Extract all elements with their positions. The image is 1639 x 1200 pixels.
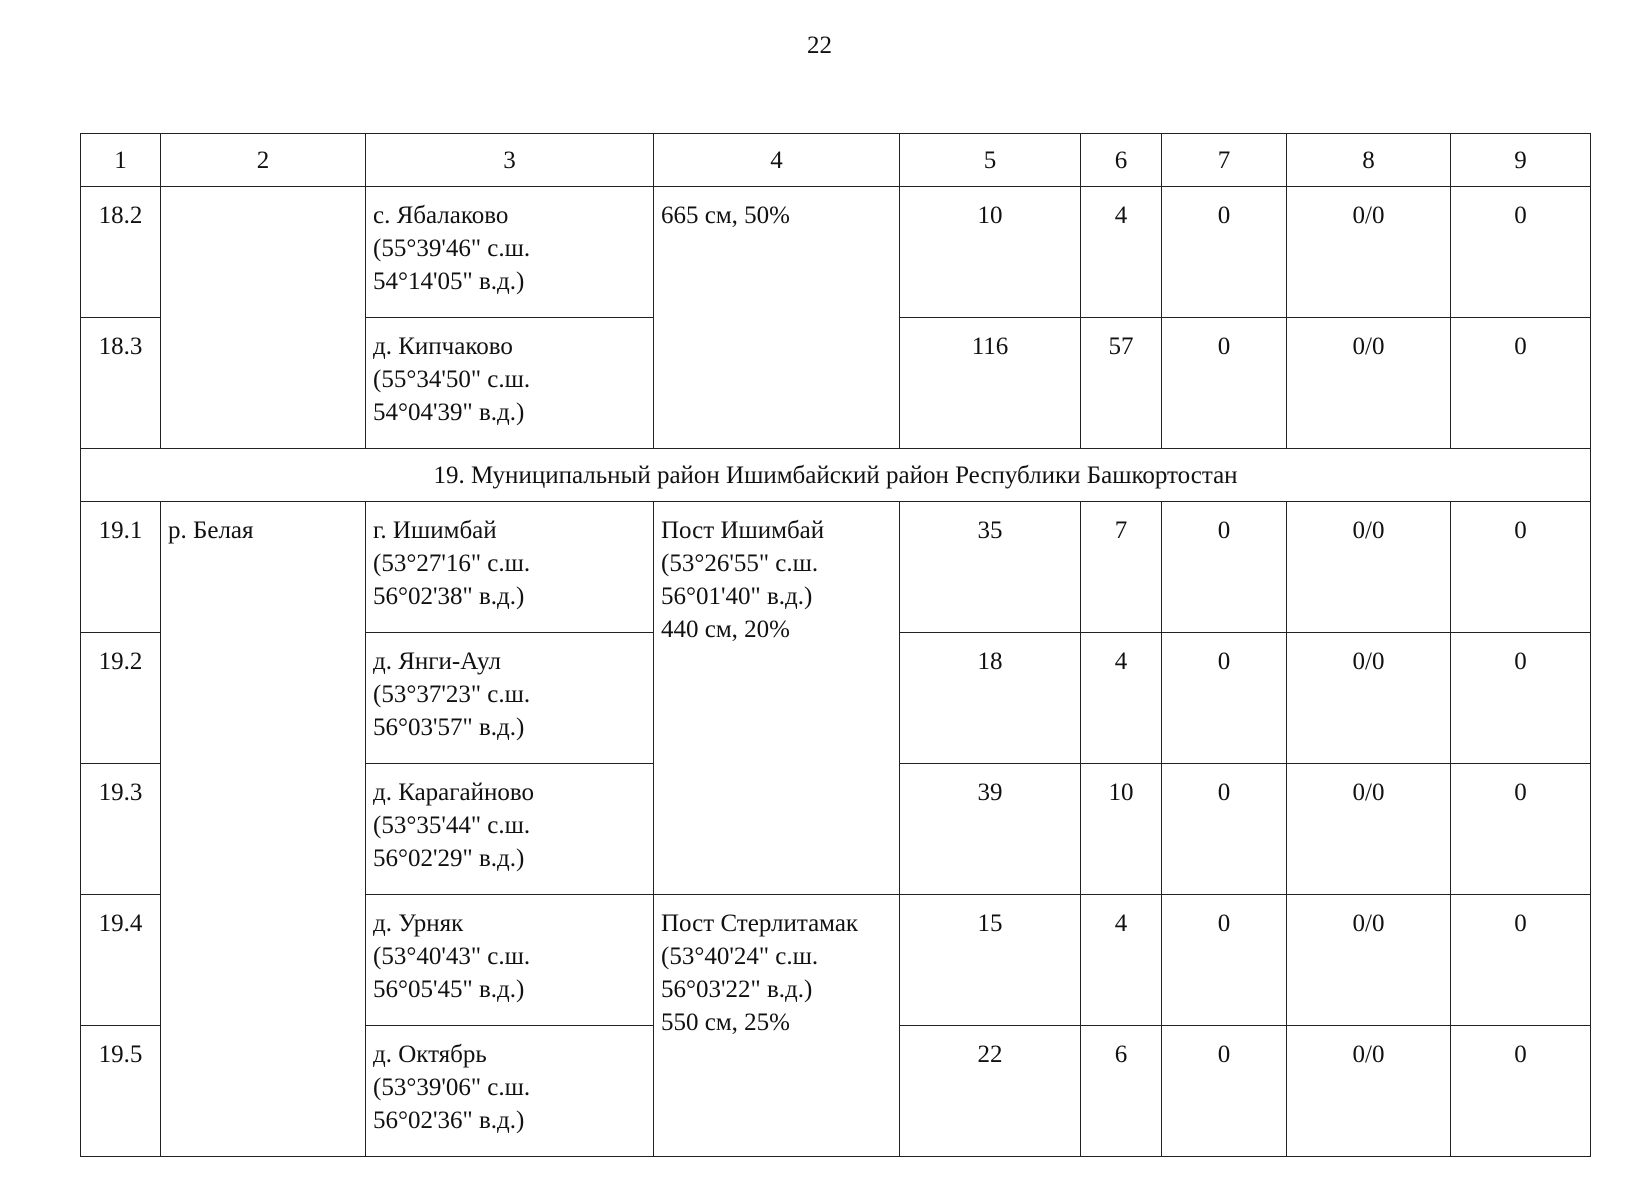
settlement-longitude: 54°14'05" в.д.) bbox=[373, 268, 525, 295]
gauge-level: 665 см, 50% bbox=[661, 202, 790, 229]
settlement-longitude: 56°02'36" в.д.) bbox=[373, 1107, 525, 1134]
value-col-6: 57 bbox=[1081, 318, 1162, 449]
gauge-post-cell bbox=[654, 895, 900, 1157]
flood-zone-table bbox=[80, 133, 1591, 1157]
gauge-post-cell bbox=[654, 502, 900, 895]
value-col-5: 15 bbox=[900, 895, 1081, 1026]
value-col-7: 0 bbox=[1162, 502, 1287, 633]
settlement-longitude: 56°05'45" в.д.) bbox=[373, 976, 525, 1003]
value-col-5: 116 bbox=[900, 318, 1081, 449]
column-number-row bbox=[81, 134, 1591, 187]
settlement-cell bbox=[366, 187, 654, 318]
gauge-level: 550 см, 25% bbox=[661, 1009, 790, 1036]
gauge-post-latitude: (53°26'55" с.ш. bbox=[661, 550, 819, 577]
value-col-6: 6 bbox=[1081, 1026, 1162, 1157]
settlement-longitude: 56°03'57" в.д.) bbox=[373, 714, 525, 741]
settlement-cell bbox=[366, 318, 654, 449]
gauge-level: 440 см, 20% bbox=[661, 616, 790, 643]
settlement-name: г. Ишимбай bbox=[373, 517, 497, 544]
value-col-7: 0 bbox=[1162, 633, 1287, 764]
value-col-8: 0/0 bbox=[1287, 633, 1451, 764]
value-col-6: 4 bbox=[1081, 633, 1162, 764]
value-col-8: 0/0 bbox=[1287, 764, 1451, 895]
settlement-longitude: 54°04'39" в.д.) bbox=[373, 399, 525, 426]
value-col-9: 0 bbox=[1451, 502, 1591, 633]
settlement-latitude: (53°35'44" с.ш. bbox=[373, 812, 531, 839]
section-title: 19. Муниципальный район Ишимбайский район Республики Башкортостан bbox=[81, 449, 1591, 502]
header-cell: 7 bbox=[1162, 134, 1287, 187]
value-col-8: 0/0 bbox=[1287, 187, 1451, 318]
river-name: р. Белая bbox=[168, 517, 254, 544]
settlement-latitude: (53°39'06" с.ш. bbox=[373, 1074, 531, 1101]
value-col-6: 10 bbox=[1081, 764, 1162, 895]
header-cell: 1 bbox=[81, 134, 161, 187]
value-col-7: 0 bbox=[1162, 318, 1287, 449]
settlement-cell bbox=[366, 895, 654, 1026]
settlement-name: с. Ябалаково bbox=[373, 202, 509, 229]
value-col-7: 0 bbox=[1162, 187, 1287, 318]
value-col-9: 0 bbox=[1451, 187, 1591, 318]
river-cell bbox=[161, 187, 366, 449]
value-col-8: 0/0 bbox=[1287, 895, 1451, 1026]
row-number: 19.4 bbox=[81, 895, 161, 1026]
header-cell: 2 bbox=[161, 134, 366, 187]
row-number: 19.1 bbox=[81, 502, 161, 633]
header-cell: 8 bbox=[1287, 134, 1451, 187]
settlement-name: д. Карагайново bbox=[373, 779, 534, 806]
header-cell: 3 bbox=[366, 134, 654, 187]
value-col-9: 0 bbox=[1451, 633, 1591, 764]
value-col-9: 0 bbox=[1451, 318, 1591, 449]
header-cell: 6 bbox=[1081, 134, 1162, 187]
settlement-name: д. Урняк bbox=[373, 910, 464, 937]
gauge-post-longitude: 56°01'40" в.д.) bbox=[661, 583, 813, 610]
value-col-6: 4 bbox=[1081, 187, 1162, 318]
row-number: 18.2 bbox=[81, 187, 161, 318]
settlement-longitude: 56°02'29" в.д.) bbox=[373, 845, 525, 872]
section-heading-row bbox=[81, 449, 1591, 502]
value-col-9: 0 bbox=[1451, 895, 1591, 1026]
settlement-latitude: (53°40'43" с.ш. bbox=[373, 943, 531, 970]
gauge-post-cell bbox=[654, 187, 900, 449]
gauge-post-name: Пост Ишимбай bbox=[661, 517, 825, 544]
header-cell: 9 bbox=[1451, 134, 1591, 187]
row-number: 19.2 bbox=[81, 633, 161, 764]
row-number: 19.5 bbox=[81, 1026, 161, 1157]
settlement-cell bbox=[366, 502, 654, 633]
settlement-cell bbox=[366, 1026, 654, 1157]
value-col-6: 7 bbox=[1081, 502, 1162, 633]
table-row bbox=[81, 187, 1591, 318]
row-number: 18.3 bbox=[81, 318, 161, 449]
value-col-5: 18 bbox=[900, 633, 1081, 764]
settlement-latitude: (55°34'50" с.ш. bbox=[373, 366, 531, 393]
gauge-post-latitude: (53°40'24" с.ш. bbox=[661, 943, 819, 970]
value-col-8: 0/0 bbox=[1287, 318, 1451, 449]
value-col-8: 0/0 bbox=[1287, 502, 1451, 633]
value-col-9: 0 bbox=[1451, 764, 1591, 895]
value-col-8: 0/0 bbox=[1287, 1026, 1451, 1157]
settlement-name: д. Октябрь bbox=[373, 1041, 487, 1068]
value-col-5: 10 bbox=[900, 187, 1081, 318]
value-col-7: 0 bbox=[1162, 764, 1287, 895]
settlement-latitude: (53°27'16" с.ш. bbox=[373, 550, 531, 577]
value-col-7: 0 bbox=[1162, 895, 1287, 1026]
value-col-6: 4 bbox=[1081, 895, 1162, 1026]
river-cell bbox=[161, 502, 366, 1157]
settlement-longitude: 56°02'38" в.д.) bbox=[373, 583, 525, 610]
gauge-post-name: Пост Стерлитамак bbox=[661, 910, 859, 937]
gauge-post-longitude: 56°03'22" в.д.) bbox=[661, 976, 813, 1003]
settlement-name: д. Янги-Аул bbox=[373, 648, 501, 675]
value-col-5: 35 bbox=[900, 502, 1081, 633]
table-row bbox=[81, 502, 1591, 633]
value-col-9: 0 bbox=[1451, 1026, 1591, 1157]
value-col-5: 39 bbox=[900, 764, 1081, 895]
row-number: 19.3 bbox=[81, 764, 161, 895]
settlement-latitude: (55°39'46" с.ш. bbox=[373, 235, 531, 262]
page-number: 22 bbox=[807, 32, 832, 59]
value-col-5: 22 bbox=[900, 1026, 1081, 1157]
settlement-latitude: (53°37'23" с.ш. bbox=[373, 681, 531, 708]
settlement-cell bbox=[366, 764, 654, 895]
settlement-name: д. Кипчаково bbox=[373, 333, 513, 360]
header-cell: 4 bbox=[654, 134, 900, 187]
value-col-7: 0 bbox=[1162, 1026, 1287, 1157]
settlement-cell bbox=[366, 633, 654, 764]
header-cell: 5 bbox=[900, 134, 1081, 187]
